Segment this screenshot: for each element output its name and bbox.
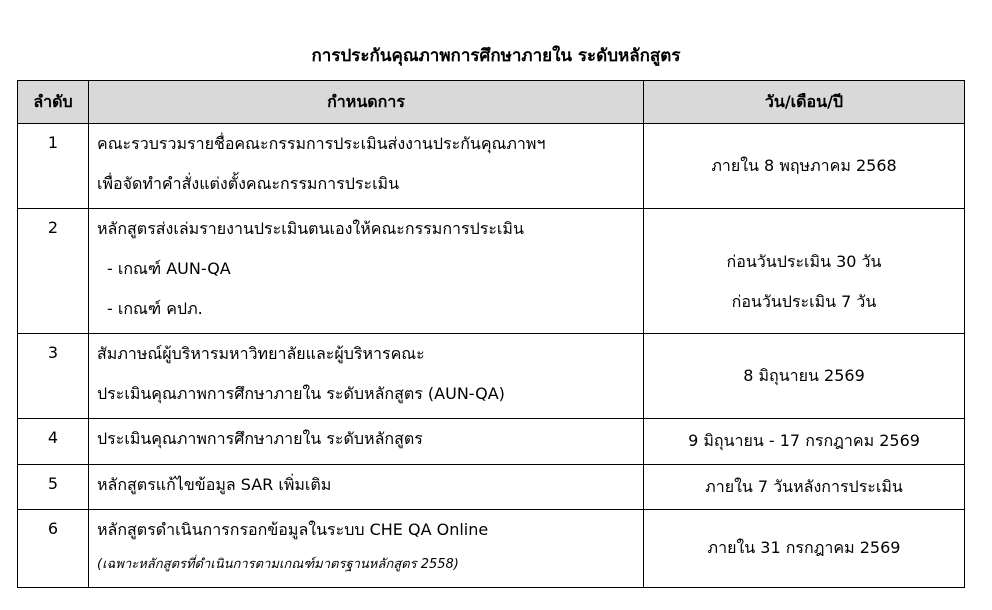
criteria-item-aun-qa: - เกณฑ์ AUN-QA — [107, 259, 231, 278]
task-text: หลักสูตรส่งเล่มรายงานประเมินตนเองให้คณะกรรมการประเมิน — [97, 219, 524, 238]
task-text: เพื่อจัดทำคำสั่งแต่งตั้งคณะกรรมการประเมิน — [97, 174, 400, 193]
row-number: 2 — [18, 209, 89, 334]
date-text: ก่อนวันประเมิน 30 วัน — [726, 252, 882, 271]
header-date: วัน/เดือน/ปี — [644, 81, 965, 124]
date-cell: ภายใน 31 กรกฎาคม 2569 — [644, 510, 965, 588]
task-text: หลักสูตรแก้ไขข้อมูล SAR เพิ่มเติม — [97, 475, 332, 494]
task-cell — [89, 465, 644, 510]
date-cell: ภายใน 7 วันหลังการประเมิน — [644, 465, 965, 510]
date-cell — [644, 209, 965, 334]
task-cell — [89, 209, 644, 334]
task-text: ประเมินคุณภาพการศึกษาภายใน ระดับหลักสูตร (AUN-QA) — [97, 384, 505, 403]
task-cell — [89, 124, 644, 209]
task-text: คณะรวบรวมรายชื่อคณะกรรมการประเมินส่งงานประกันคุณภาพฯ — [97, 134, 546, 153]
row-number: 4 — [18, 419, 89, 465]
table-row — [18, 510, 965, 588]
task-note: (เฉพาะหลักสูตรที่ดำเนินการตามเกณฑ์มาตรฐานหลักสูตร 2558) — [97, 557, 459, 572]
row-number: 5 — [18, 465, 89, 510]
table-row — [18, 465, 965, 510]
header-task: กำหนดการ — [89, 81, 644, 124]
table-row — [18, 124, 965, 209]
task-cell — [89, 510, 644, 588]
date-cell: 8 มิถุนายน 2569 — [644, 334, 965, 419]
task-cell — [89, 334, 644, 419]
task-text: หลักสูตรดำเนินการกรอกข้อมูลในระบบ CHE QA Online — [97, 520, 489, 539]
row-number: 3 — [18, 334, 89, 419]
date-text: ก่อนวันประเมิน 7 วัน — [731, 292, 877, 311]
table-row — [18, 209, 965, 334]
date-cell: ภายใน 8 พฤษภาคม 2568 — [644, 124, 965, 209]
table-row — [18, 334, 965, 419]
page-title: การประกันคุณภาพการศึกษาภายใน ระดับหลักสูตร — [311, 46, 681, 66]
header-order: ลำดับ — [18, 81, 89, 124]
row-number: 1 — [18, 124, 89, 209]
row-number: 6 — [18, 510, 89, 588]
criteria-item-kpp: - เกณฑ์ คปภ. — [107, 299, 203, 318]
task-text: ประเมินคุณภาพการศึกษาภายใน ระดับหลักสูตร — [97, 429, 423, 448]
task-text: สัมภาษณ์ผู้บริหารมหาวิทยาลัยและผู้บริหารคณะ — [97, 344, 425, 363]
date-cell: 9 มิถุนายน - 17 กรกฎาคม 2569 — [644, 419, 965, 465]
schedule-table — [17, 80, 965, 588]
table-row — [18, 419, 965, 465]
table-header-row — [18, 81, 965, 124]
task-cell — [89, 419, 644, 465]
